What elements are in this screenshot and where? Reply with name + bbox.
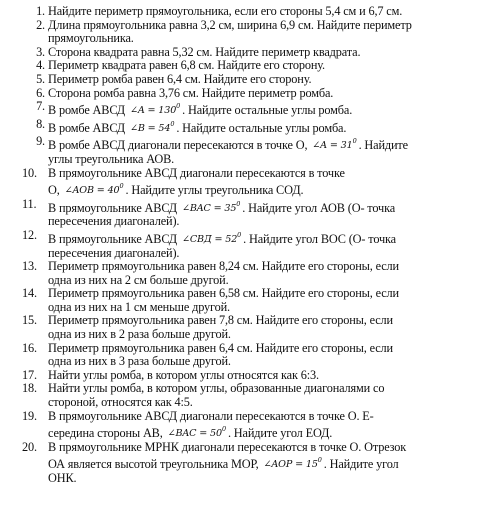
task-list [0, 5, 497, 486]
task-line: Периметр квадрата равен 6,8 см. Найдите его сторону. [48, 58, 325, 73]
task-text [48, 118, 468, 136]
task-text [48, 441, 468, 486]
task-item [0, 314, 497, 341]
task-line: В прямоугольнике АВСД ∠BAC = $35^0$ . Найдите угол АОВ (О- точка [48, 199, 396, 215]
task-line: Найдите периметр прямоугольника, если его стороны 5,4 см и 6,7 см. [48, 4, 403, 18]
task-item [0, 410, 497, 441]
task-line: Сторона ромба равна 3,76 см. Найдите периметр ромба. [48, 85, 334, 100]
task-line: середина стороны АВ, ∠BAC = $50^0$ . Найдите угол ЕОД. [48, 425, 333, 441]
task-item [0, 260, 497, 287]
task-item [0, 342, 497, 369]
degree-mark: 0 [237, 230, 242, 239]
task-line: В ромбе АВСД ∠A = $130^0$ . Найдите остальные углы ромба. [48, 102, 353, 118]
task-item [0, 100, 497, 118]
degree-mark: 0 [170, 119, 175, 128]
task-line: О, ∠AOB = $40^0$ . Найдите углы треугольника СОД. [48, 182, 304, 198]
task-number: 10. [22, 165, 37, 180]
task-item [0, 19, 497, 46]
task-line: пересечения диагоналей). [48, 245, 180, 260]
task-text [48, 410, 468, 441]
task-number: 20. [22, 439, 37, 454]
task-line: В прямоугольнике АВСД диагонали пересекаются в точке О. Е- [48, 408, 374, 423]
task-line: Периметр прямоугольника равен 8,24 см. Найдите его стороны, если [48, 259, 399, 274]
task-number: 15. [22, 313, 37, 328]
task-number: 6. [36, 85, 45, 100]
task-text [48, 100, 468, 118]
task-text [48, 314, 468, 341]
degree-mark: 0 [317, 456, 322, 465]
angle-formula: ∠CBД = $52^0$ [181, 230, 242, 245]
task-line: В ромбе АВСД ∠B = $54^0$ . Найдите остальные углы ромба. [48, 119, 347, 135]
degree-mark: 0 [352, 137, 357, 146]
task-number: 17. [22, 367, 37, 382]
task-text [48, 369, 468, 383]
task-text [48, 167, 468, 198]
task-item [0, 441, 497, 486]
task-item [0, 287, 497, 314]
task-number: 19. [22, 408, 37, 423]
degree-mark: 0 [221, 425, 226, 434]
task-text [48, 342, 468, 369]
task-item [0, 87, 497, 101]
task-text [48, 59, 468, 73]
task-number: 16. [22, 340, 37, 355]
task-number: 2. [36, 17, 45, 32]
angle-formula: ∠BAC = $50^0$ [167, 425, 226, 440]
task-line: В прямоугольнике АВСД ∠CBД = $52^0$ . Найдите угол ВОС (О- точка [48, 230, 396, 246]
task-number: 18. [22, 381, 37, 396]
task-text [48, 229, 468, 260]
task-line: Найти углы ромба, в котором углы, образованные диагоналями со [48, 381, 385, 396]
task-item [0, 382, 497, 409]
task-number: 3. [36, 44, 45, 59]
task-number: 12. [22, 227, 37, 242]
task-line: В прямоугольнике МРНК диагонали пересекаются в точке О. Отрезок [48, 439, 407, 454]
task-line: Найти углы ромба, в котором углы относятся как 6:3. [48, 367, 319, 382]
task-line: одна из них в 3 раза больше другой. [48, 354, 231, 369]
task-text [48, 87, 468, 101]
task-text [48, 382, 468, 409]
degree-mark: 0 [176, 102, 181, 111]
task-text [48, 19, 468, 46]
task-text [48, 135, 468, 166]
task-line: Периметр прямоугольника равен 6,4 см. Найдите его стороны, если [48, 340, 393, 355]
task-number: 14. [22, 286, 37, 301]
task-line: пересечения диагоналей). [48, 214, 180, 229]
task-item [0, 5, 497, 19]
task-text [48, 287, 468, 314]
angle-formula: ∠BAC = $35^0$ [181, 199, 241, 214]
task-text [48, 260, 468, 287]
task-line: стороной, относятся как 4:5. [48, 395, 193, 410]
task-item [0, 135, 497, 166]
task-item [0, 229, 497, 260]
task-text [48, 198, 468, 229]
task-line: одна из них в 2 раза больше другой. [48, 327, 231, 342]
task-line: одна из них на 2 см больше другой. [48, 272, 229, 287]
task-item [0, 167, 497, 198]
task-number: 9. [36, 134, 45, 149]
angle-formula: ∠A = $31^0$ [312, 137, 357, 152]
task-line: Длина прямоугольника равна 3,2 см, ширина 6,9 см. Найдите периметр [48, 17, 412, 32]
task-line: Сторона квадрата равна 5,32 см. Найдите периметр квадрата. [48, 44, 361, 59]
angle-formula: ∠B = $54^0$ [129, 119, 175, 134]
task-line: В ромбе АВСД диагонали пересекаются в точке О, ∠A = $31^0$ . Найдите [48, 137, 408, 153]
task-line: Периметр ромба равен 6,4 см. Найдите его сторону. [48, 71, 312, 86]
task-number: 4. [36, 58, 45, 73]
task-item [0, 73, 497, 87]
task-number: 11. [22, 196, 37, 211]
task-line: Периметр прямоугольника равен 7,8 см. Найдите его стороны, если [48, 313, 393, 328]
task-line: углы треугольника АОВ. [48, 151, 175, 166]
task-number: 7. [36, 99, 45, 114]
task-text [48, 46, 468, 60]
task-line: ОНК. [48, 471, 77, 485]
degree-mark: 0 [236, 199, 241, 208]
angle-formula: ∠AOB = $40^0$ [64, 182, 124, 197]
degree-mark: 0 [119, 182, 124, 191]
task-line: ОА является высотой треугольника МОР, ∠AOP = $15^0$ . Найдите угол [48, 456, 399, 472]
task-item [0, 46, 497, 60]
task-number: 8. [36, 116, 45, 131]
task-line: В прямоугольнике АВСД диагонали пересекаются в точке [48, 165, 345, 180]
task-item [0, 59, 497, 73]
task-line: Периметр прямоугольника равен 6,58 см. Найдите его стороны, если [48, 286, 399, 301]
task-text [48, 73, 468, 87]
angle-formula: ∠AOP = $15^0$ [263, 456, 322, 471]
task-number: 13. [22, 259, 37, 274]
task-item [0, 369, 497, 383]
task-item [0, 198, 497, 229]
task-line: одна из них на 1 см меньше другой. [48, 299, 230, 314]
task-item [0, 118, 497, 136]
task-number: 1. [36, 4, 45, 18]
task-number: 5. [36, 71, 45, 86]
task-line: прямоугольника. [48, 31, 134, 46]
task-text [48, 5, 468, 19]
angle-formula: ∠A = $130^0$ [129, 102, 181, 117]
